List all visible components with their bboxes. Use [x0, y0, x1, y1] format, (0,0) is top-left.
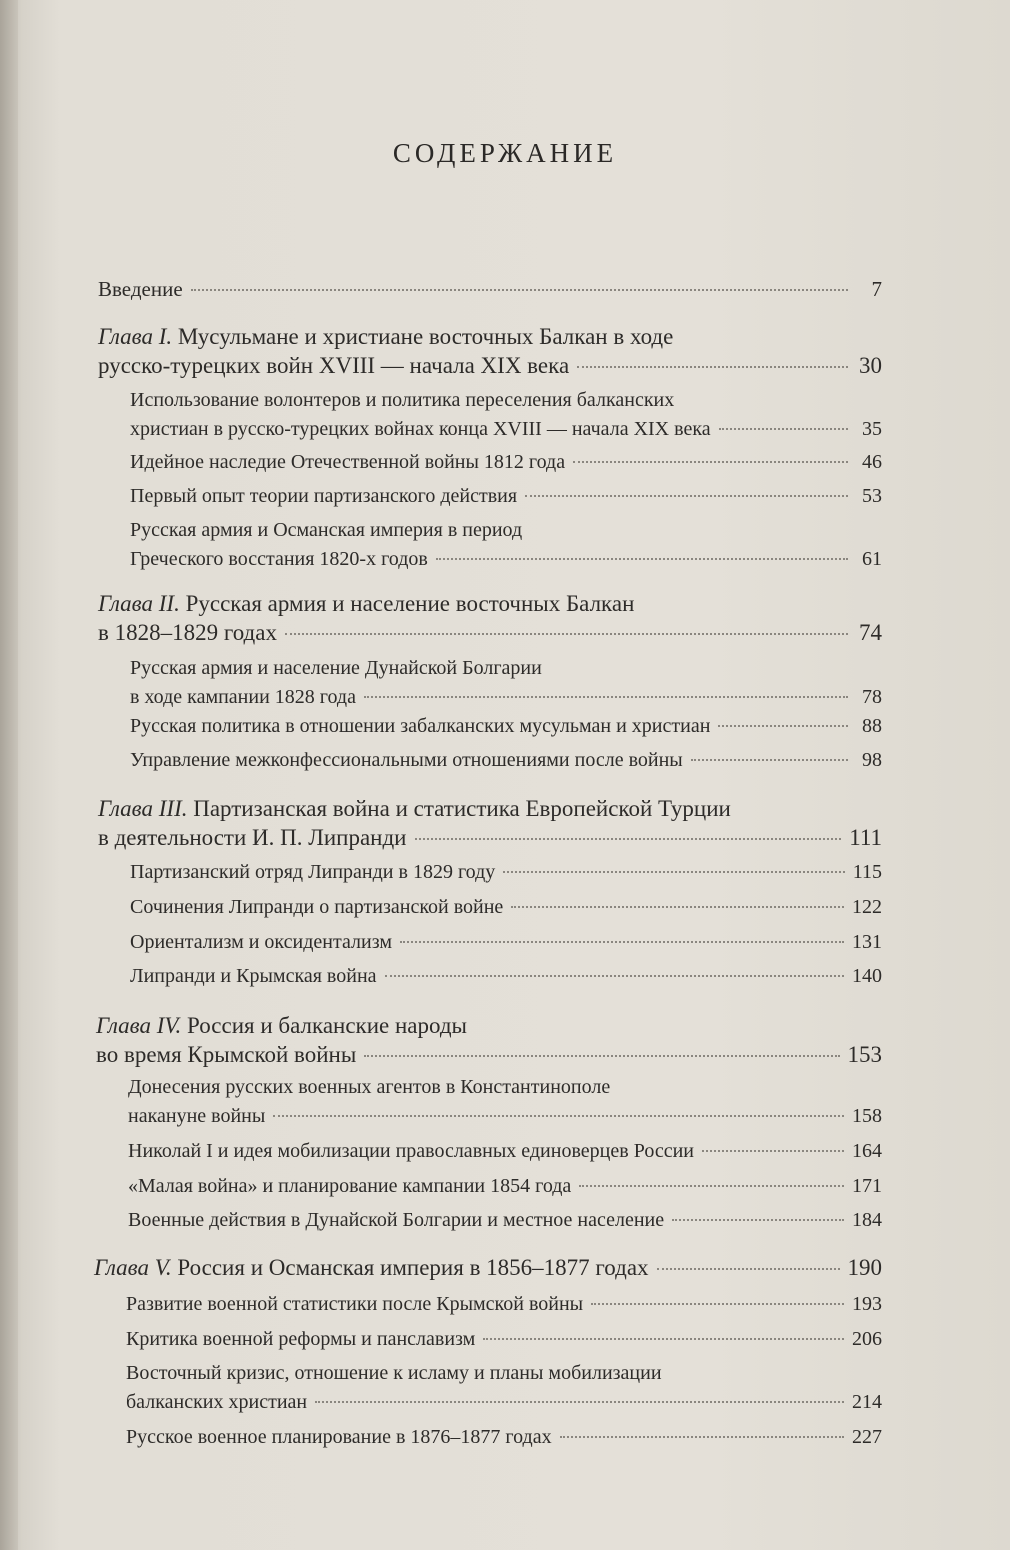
- toc-page-number: 140: [852, 965, 882, 987]
- dot-leader: [364, 1055, 839, 1057]
- dot-leader: [285, 633, 848, 635]
- toc-section[interactable]: [128, 1172, 882, 1201]
- toc-page-number: 164: [852, 1140, 882, 1162]
- dot-leader: [591, 1303, 844, 1305]
- dot-leader: [483, 1338, 844, 1340]
- toc-section[interactable]: [130, 654, 882, 712]
- toc-section[interactable]: [126, 1359, 882, 1417]
- page-gutter: [0, 0, 18, 1550]
- dot-leader: [691, 759, 848, 761]
- dot-leader: [385, 975, 844, 977]
- chapter-title-line1: Русская армия и население восточных Балкан: [185, 591, 635, 616]
- section-title-line2: балканских христиан: [126, 1391, 308, 1413]
- toc-page-number: 74: [859, 620, 882, 645]
- chapter-label: Глава II.: [98, 591, 180, 616]
- section-title-line1: Критика военной реформы и панславизм: [126, 1328, 476, 1350]
- toc-section[interactable]: [130, 448, 882, 477]
- dot-leader: [579, 1185, 844, 1187]
- chapter-label: Глава III.: [98, 796, 188, 821]
- dot-leader: [415, 838, 842, 840]
- chapter-title-line2: русско-турецких войн XVIII — начала XIX века: [98, 353, 570, 378]
- section-title-line1: Идейное наследие Отечественной войны 1812 года: [130, 451, 566, 473]
- dot-leader: [315, 1401, 844, 1403]
- chapter-title-line1: Россия и Османская империя в 1856–1877 годах: [177, 1255, 649, 1280]
- section-title-line1: Первый опыт теории партизанского действия: [130, 485, 518, 507]
- chapter-title-line2: в деятельности И. П. Липранди: [98, 825, 407, 850]
- toc-page-number: 190: [847, 1255, 882, 1280]
- dot-leader: [657, 1268, 840, 1270]
- dot-leader: [702, 1150, 844, 1152]
- toc-entry-title: Введение: [98, 277, 183, 301]
- toc-page-number: 122: [852, 896, 882, 918]
- dot-leader: [273, 1115, 844, 1117]
- toc-page-number: 78: [862, 686, 882, 708]
- toc-page-number: 171: [852, 1175, 882, 1197]
- section-title-line1: Донесения русских военных агентов в Константинополе: [128, 1076, 611, 1098]
- section-title-line1: Развитие военной статистики после Крымской войны: [126, 1293, 584, 1315]
- toc-chapter-5[interactable]: [94, 1253, 882, 1282]
- toc-page-number: 214: [852, 1391, 882, 1413]
- toc-section[interactable]: [130, 516, 882, 574]
- toc-page-number: 193: [852, 1293, 882, 1315]
- chapter-title-line1: Россия и балканские народы: [187, 1013, 467, 1038]
- toc-page-number: 30: [859, 353, 882, 378]
- toc-section[interactable]: [128, 1206, 882, 1235]
- dot-leader: [560, 1436, 844, 1438]
- toc-section[interactable]: [130, 893, 882, 922]
- dot-leader: [718, 725, 848, 727]
- toc-section[interactable]: [126, 1423, 882, 1452]
- toc-page-number: 46: [862, 451, 882, 473]
- chapter-label: Глава I.: [98, 324, 173, 349]
- toc-page-number: 131: [852, 931, 882, 953]
- section-title-line1: Николай I и идея мобилизации православных единоверцев России: [128, 1140, 694, 1162]
- section-title-line1: Русская армия и Османская империя в период: [130, 519, 523, 541]
- toc-page-number: 158: [852, 1105, 882, 1127]
- toc-chapter-1[interactable]: [98, 322, 882, 380]
- toc-page-number: 227: [852, 1426, 882, 1448]
- toc-chapter-3[interactable]: [98, 794, 882, 852]
- toc-page-number: 7: [871, 277, 882, 301]
- dot-leader: [400, 941, 844, 943]
- chapter-title-line2: во время Крымской войны: [96, 1042, 357, 1067]
- toc-chapter-4[interactable]: [96, 1011, 882, 1069]
- toc-page-number: 35: [862, 418, 882, 440]
- section-title-line1: Ориентализм и оксидентализм: [130, 931, 392, 953]
- toc-section[interactable]: [130, 858, 882, 887]
- toc-section[interactable]: [130, 928, 882, 957]
- toc-section[interactable]: [130, 962, 882, 991]
- dot-leader: [191, 289, 848, 291]
- dot-leader: [719, 428, 848, 430]
- section-title-line1: Русское военное планирование в 1876–1877 годах: [126, 1426, 552, 1448]
- chapter-title-line2: в 1828–1829 годах: [98, 620, 277, 645]
- section-title-line1: Восточный кризис, отношение к исламу и планы мобилизации: [126, 1362, 662, 1384]
- toc-chapter-2[interactable]: [98, 589, 882, 647]
- toc-page-number: 153: [847, 1042, 882, 1067]
- toc-page-number: 115: [852, 861, 882, 883]
- section-title-line1: Партизанский отряд Липранди в 1829 году: [130, 861, 496, 883]
- section-title-line1: «Малая война» и планирование кампании 1854 года: [128, 1175, 572, 1197]
- toc-section[interactable]: [130, 386, 882, 444]
- toc-section[interactable]: [130, 712, 882, 741]
- toc-page-number: 61: [862, 548, 882, 570]
- section-title-line2: Греческого восстания 1820-х годов: [130, 548, 428, 570]
- toc-section[interactable]: [130, 482, 882, 511]
- dot-leader: [436, 558, 848, 560]
- toc-page-number: 111: [849, 825, 882, 850]
- section-title-line1: Использование волонтеров и политика переселения балканских: [130, 389, 675, 411]
- toc-section[interactable]: [126, 1325, 882, 1354]
- section-title-line2: накануне войны: [128, 1105, 266, 1127]
- chapter-title-line1: Партизанская война и статистика Европейской Турции: [193, 796, 731, 821]
- toc-page-number: 98: [862, 749, 882, 771]
- section-title-line1: Управление межконфессиональными отношениями после войны: [130, 749, 683, 771]
- dot-leader: [573, 461, 848, 463]
- dot-leader: [672, 1219, 844, 1221]
- section-title-line1: Сочинения Липранди о партизанской войне: [130, 896, 504, 918]
- dot-leader: [364, 696, 848, 698]
- section-title-line1: Русская армия и население Дунайской Болгарии: [130, 657, 542, 679]
- section-title-line1: Липранди и Крымская война: [130, 965, 377, 987]
- section-title-line1: Военные действия в Дунайской Болгарии и местное население: [128, 1209, 665, 1231]
- section-title-line2: христиан в русско-турецких войнах конца XVIII — начала XIX века: [130, 418, 711, 440]
- chapter-label: Глава V.: [94, 1255, 172, 1280]
- toc-page-number: 88: [862, 715, 882, 737]
- toc-page-number: 184: [852, 1209, 882, 1231]
- dot-leader: [511, 906, 844, 908]
- toc-entry-intro[interactable]: [98, 277, 882, 302]
- toc-section[interactable]: [126, 1290, 882, 1319]
- chapter-title-line1: Мусульмане и христиане восточных Балкан в ходе: [177, 324, 674, 349]
- page-title: СОДЕРЖАНИЕ: [392, 138, 618, 168]
- section-title-line2: в ходе кампании 1828 года: [130, 686, 356, 708]
- toc-page-number: 206: [852, 1328, 882, 1350]
- toc-page-number: 53: [862, 485, 882, 507]
- chapter-label: Глава IV.: [96, 1013, 182, 1038]
- toc-section[interactable]: [128, 1073, 882, 1131]
- dot-leader: [577, 366, 848, 368]
- section-title-line1: Русская политика в отношении забалканских мусульман и христиан: [130, 715, 711, 737]
- dot-leader: [503, 871, 844, 873]
- dot-leader: [525, 495, 848, 497]
- toc-section[interactable]: [128, 1137, 882, 1166]
- toc-section[interactable]: [130, 746, 882, 775]
